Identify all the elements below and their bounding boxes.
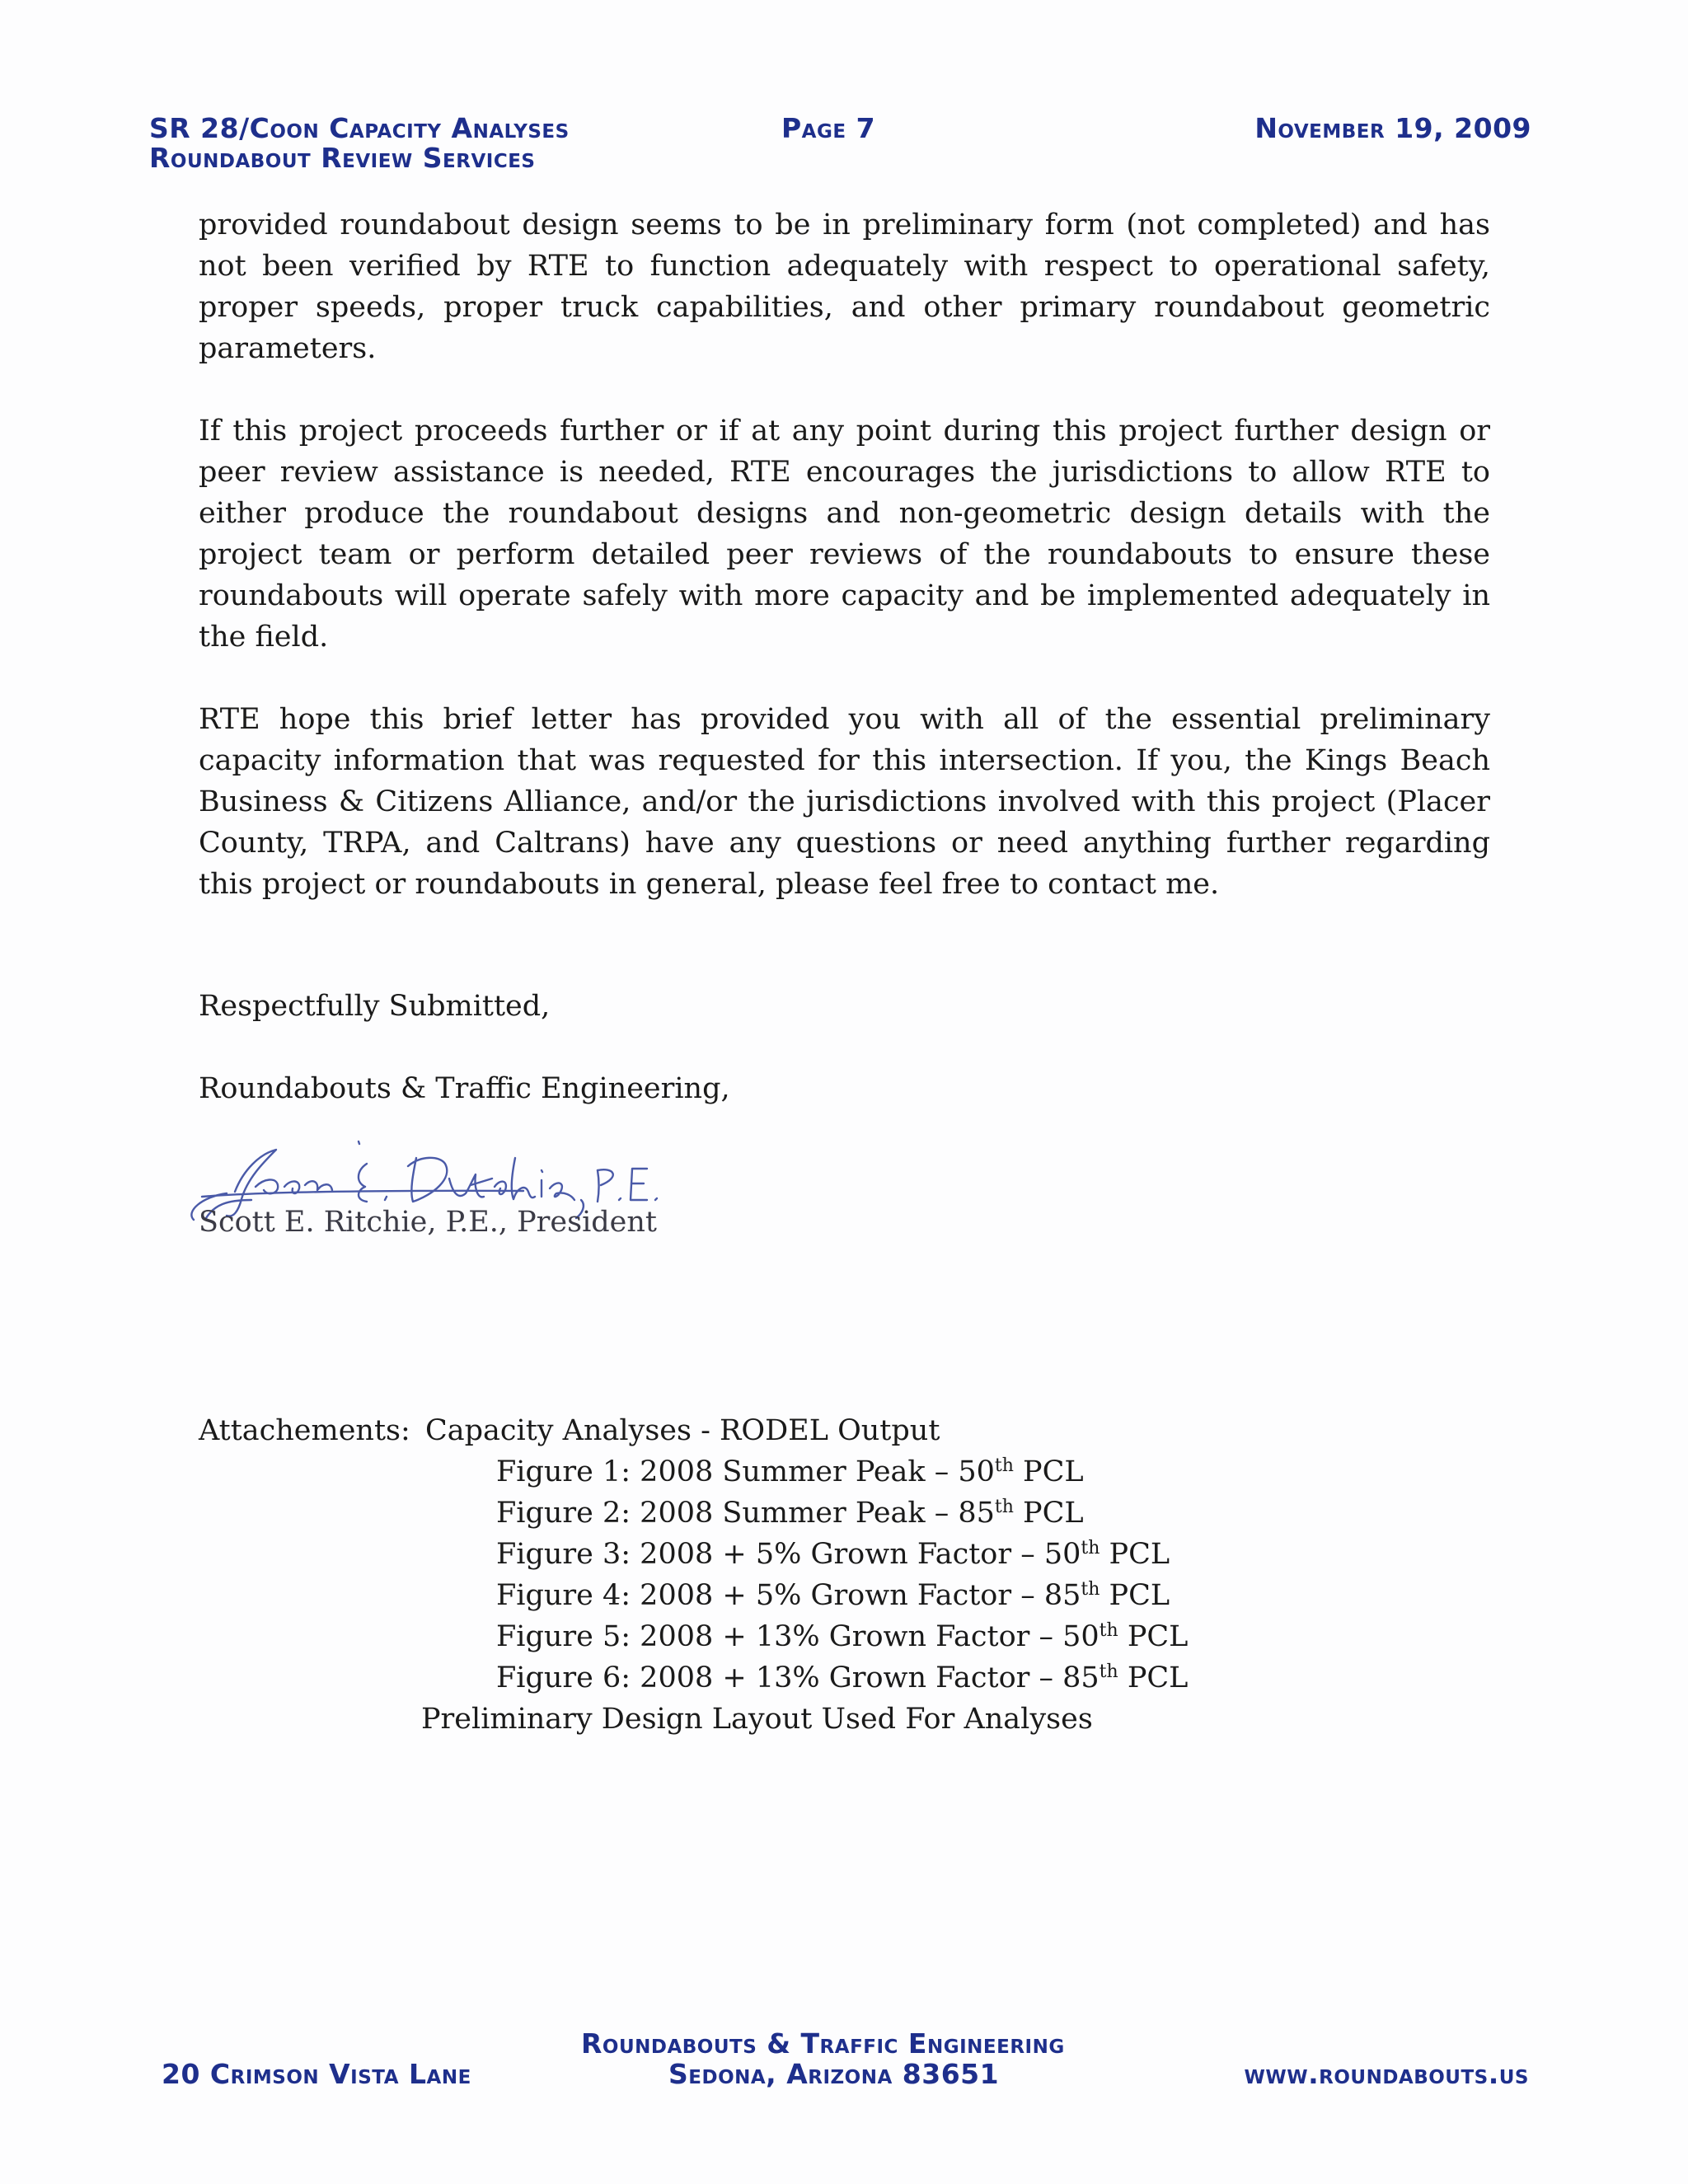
footer-city: Sedona, Arizona 83651 (668, 2058, 1000, 2090)
letter-body (199, 204, 1490, 905)
header-subtitle: Roundabout Review Services (149, 142, 536, 174)
signer-name: Scott E. Ritchie, P.E., President (199, 1206, 658, 1239)
footer-address-street: 20 Crimson Vista Lane (162, 2058, 471, 2090)
attachment-figure-6: Figure 6: 2008 + 13% Grown Factor – 85th PCL (496, 1661, 1189, 1694)
header-title: SR 28/Coon Capacity Analyses (149, 112, 570, 144)
salutation: Respectfully Submitted, (199, 990, 551, 1023)
attachment-figure-5: Figure 5: 2008 + 13% Grown Factor – 50th PCL (496, 1620, 1189, 1653)
header-date: November 19, 2009 (1254, 112, 1531, 144)
attachment-figure-1: Figure 1: 2008 Summer Peak – 50th PCL (496, 1455, 1084, 1488)
paragraph-3: RTE hope this brief letter has provided you with all of the essential preliminary capacity information that was requested for this intersection. If you, the Kings Beach Business & Citizens Alliance, and/or the jurisdictions involved with this project (Placer County, TRPA, and Caltrans) have any questions or need anything further regarding this project or roundabouts in general, please feel free to contact me. (199, 703, 1490, 901)
paragraph-2: If this project proceeds further or if at any point during this project further design or peer review assistance is needed, RTE encourages the jurisdictions to allow RTE to either produce the roundabout designs and non-geometric design details with the project team or perform detailed peer reviews of the roundabouts to ensure these roundabouts will operate safely with more capacity and be implemented adequately in the field. (199, 415, 1490, 654)
attachments-heading: Capacity Analyses - RODEL Output (425, 1414, 940, 1447)
footer-company: Roundabouts & Traffic Engineering (581, 2027, 1065, 2060)
attachment-layout: Preliminary Design Layout Used For Analyses (421, 1703, 1093, 1736)
attachments-label: Attachements: (199, 1414, 410, 1447)
attachment-figure-4: Figure 4: 2008 + 5% Grown Factor – 85th PCL (496, 1579, 1170, 1612)
footer-website-link[interactable]: www.roundabouts.us (1244, 2058, 1529, 2090)
attachment-figure-3: Figure 3: 2008 + 5% Grown Factor – 50th PCL (496, 1538, 1170, 1571)
attachment-figure-2: Figure 2: 2008 Summer Peak – 85th PCL (496, 1497, 1084, 1530)
paragraph-1: provided roundabout design seems to be in preliminary form (not completed) and has not been verified by RTE to function adequately with respect to operational safety, proper speeds, proper truck capabilities, and other primary roundabout geometric parameters. (199, 209, 1490, 365)
header-page-number: Page 7 (781, 112, 876, 144)
company-name: Roundabouts & Traffic Engineering, (199, 1072, 730, 1105)
